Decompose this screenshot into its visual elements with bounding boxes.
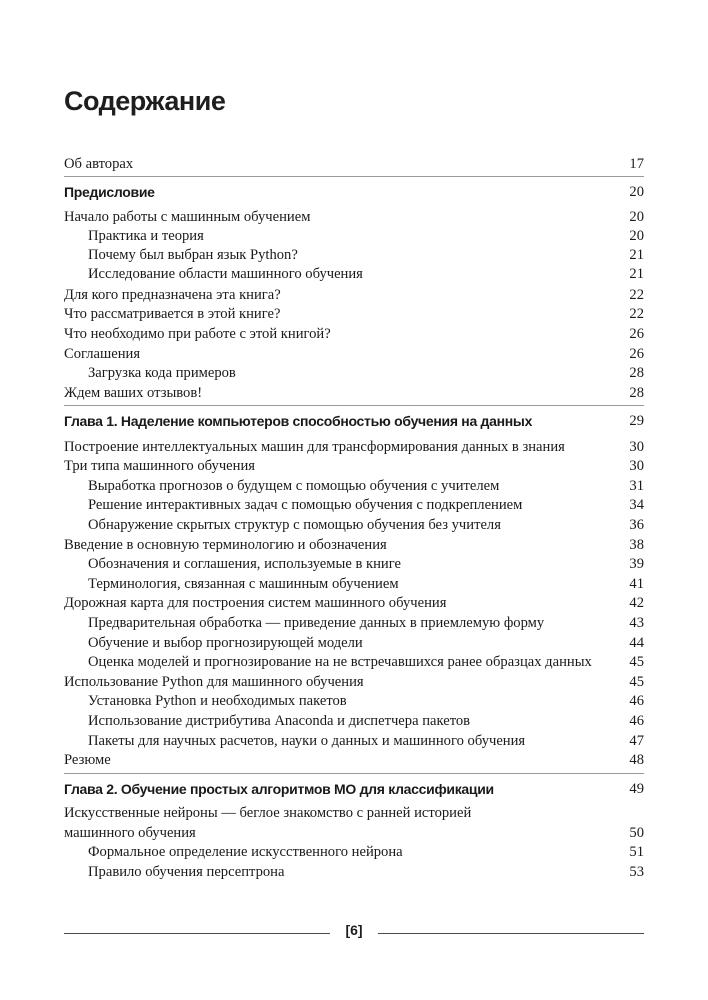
toc-entry-title: Загрузка кода примеров	[88, 365, 236, 381]
toc-entry-title: Начало работы с машинным обучением	[64, 209, 311, 225]
toc-entry-title: Для кого предназначена эта книга?	[64, 287, 281, 303]
toc-entry-title: Обозначения и соглашения, используемые в книге	[88, 556, 401, 572]
page-title: Содержание	[64, 86, 226, 116]
toc-entry	[64, 207, 644, 227]
page-number: [6]	[345, 922, 363, 938]
toc-subentry	[64, 862, 644, 882]
toc-subentry	[64, 633, 644, 653]
toc-entry	[64, 437, 644, 457]
toc-entry-page: 26	[629, 346, 644, 362]
toc-entry	[64, 803, 644, 823]
toc-entry-page: 31	[629, 478, 644, 494]
chapter-divider	[64, 405, 644, 406]
toc-chapter-entry	[64, 182, 644, 202]
toc-entry	[64, 285, 644, 305]
toc-entry-title: Терминология, связанная с машинным обучением	[88, 576, 399, 592]
toc-entry-title: Практика и теория	[88, 228, 204, 244]
toc-entry	[64, 750, 644, 770]
toc-subentry	[64, 574, 644, 594]
toc-entry-page: 26	[629, 326, 644, 342]
toc-entry-title: Ждем ваших отзывов!	[64, 385, 203, 401]
toc-entry-page: 30	[629, 458, 644, 474]
toc-entry-page: 20	[629, 228, 644, 244]
toc-entry-page: 21	[629, 247, 644, 263]
toc-entry-page: 22	[629, 306, 644, 322]
toc-entry-page: 39	[629, 556, 644, 572]
toc-entry-page: 36	[629, 517, 644, 533]
toc-subentry	[64, 226, 644, 246]
toc-entry-title: Об авторах	[64, 156, 134, 172]
toc-entry-page: 49	[629, 781, 644, 797]
toc-entry-title: Глава 1. Наделение компьютеров способностью обучения на данных	[64, 413, 533, 429]
toc-entry	[64, 154, 644, 174]
toc-entry	[64, 593, 644, 613]
toc-entry-page: 20	[629, 184, 644, 200]
toc-entry	[64, 344, 644, 364]
toc-entry-title: Использование дистрибутива Anaconda и диспетчера пакетов	[88, 713, 471, 729]
toc-subentry	[64, 691, 644, 711]
toc-subentry	[64, 495, 644, 515]
toc-subentry	[64, 264, 644, 284]
toc-entry	[64, 456, 644, 476]
toc-entry-title: Обучение и выбор прогнозирующей модели	[88, 635, 363, 651]
toc-entry-page: 22	[629, 287, 644, 303]
toc-entry-page: 42	[629, 595, 644, 611]
toc-entry-title: Оценка моделей и прогнозирование на не встречавшихся ранее образцах данных	[88, 654, 592, 670]
toc-entry-page: 50	[629, 825, 644, 841]
toc-entry-page: 45	[629, 674, 644, 690]
toc-entry-title: Резюме	[64, 752, 111, 768]
toc-entry-title: Три типа машинного обучения	[64, 458, 255, 474]
toc-entry-title: Правило обучения персептрона	[88, 864, 285, 880]
toc-entry	[64, 324, 644, 344]
toc-entry-title: Решение интерактивных задач с помощью обучения с подкреплением	[88, 497, 523, 513]
toc-entry-title: машинного обучения	[64, 825, 196, 841]
toc-entry-title: Что рассматривается в этой книге?	[64, 306, 281, 322]
toc-entry-title: Дорожная карта для построения систем машинного обучения	[64, 595, 447, 611]
chapter-divider	[64, 773, 644, 774]
toc-entry-title: Что необходимо при работе с этой книгой?	[64, 326, 331, 342]
toc-entry-page: 46	[629, 713, 644, 729]
toc-subentry	[64, 245, 644, 265]
toc-subentry	[64, 652, 644, 672]
toc-chapter-entry	[64, 779, 644, 799]
toc-entry-page: 34	[629, 497, 644, 513]
toc-subentry	[64, 554, 644, 574]
toc-entry-page: 43	[629, 615, 644, 631]
toc-subentry	[64, 613, 644, 633]
toc-entry-page: 53	[629, 864, 644, 880]
toc-entry-title: Установка Python и необходимых пакетов	[88, 693, 347, 709]
toc-entry-title: Обнаружение скрытых структур с помощью обучения без учителя	[88, 517, 501, 533]
toc-entry-page: 21	[629, 266, 644, 282]
footer-rule-right	[378, 933, 644, 934]
toc-entry	[64, 383, 644, 403]
toc-entry-page: 41	[629, 576, 644, 592]
toc-chapter-entry	[64, 411, 644, 431]
toc-entry-title: Глава 2. Обучение простых алгоритмов МО для классификации	[64, 781, 494, 797]
toc-subentry	[64, 515, 644, 535]
toc-subentry	[64, 842, 644, 862]
chapter-divider	[64, 176, 644, 177]
toc-entry-page: 47	[629, 733, 644, 749]
toc-entry-title: Использование Python для машинного обучения	[64, 674, 364, 690]
toc-entry-page: 45	[629, 654, 644, 670]
toc-entry-title: Выработка прогнозов о будущем с помощью обучения с учителем	[88, 478, 500, 494]
toc-entry-page: 20	[629, 209, 644, 225]
toc-subentry	[64, 363, 644, 383]
toc-entry-page: 30	[629, 439, 644, 455]
toc-entry-title: Формальное определение искусственного нейрона	[88, 844, 403, 860]
toc-entry-page: 28	[629, 385, 644, 401]
toc-entry-title: Соглашения	[64, 346, 141, 362]
toc-entry-title: Предварительная обработка — приведение данных в приемлемую форму	[88, 615, 545, 631]
toc-subentry	[64, 711, 644, 731]
toc-entry-page: 17	[629, 156, 644, 172]
toc-entry-page: 28	[629, 365, 644, 381]
footer-rule-left	[64, 933, 330, 934]
toc-entry-page: 29	[629, 413, 644, 429]
toc-entry-title: Построение интеллектуальных машин для трансформирования данных в знания	[64, 439, 565, 455]
toc-entry-page: 44	[629, 635, 644, 651]
toc-entry-page: 48	[629, 752, 644, 768]
toc-subentry	[64, 731, 644, 751]
toc-entry-title: Исследование области машинного обучения	[88, 266, 363, 282]
toc-entry-title: Пакеты для научных расчетов, науки о данных и машинного обучения	[88, 733, 526, 749]
toc-entry	[64, 823, 644, 843]
toc-entry-title: Почему был выбран язык Python?	[88, 247, 298, 263]
toc-entry-page: 46	[629, 693, 644, 709]
toc-entry-title: Введение в основную терминологию и обозначения	[64, 537, 387, 553]
toc-entry-page: 51	[629, 844, 644, 860]
toc-entry-page: 38	[629, 537, 644, 553]
toc-entry	[64, 535, 644, 555]
toc-entry-title: Искусственные нейроны — беглое знакомство с ранней историей	[64, 805, 472, 821]
toc-entry	[64, 672, 644, 692]
toc-entry	[64, 304, 644, 324]
toc-entry-title: Предисловие	[64, 184, 155, 200]
toc-subentry	[64, 476, 644, 496]
